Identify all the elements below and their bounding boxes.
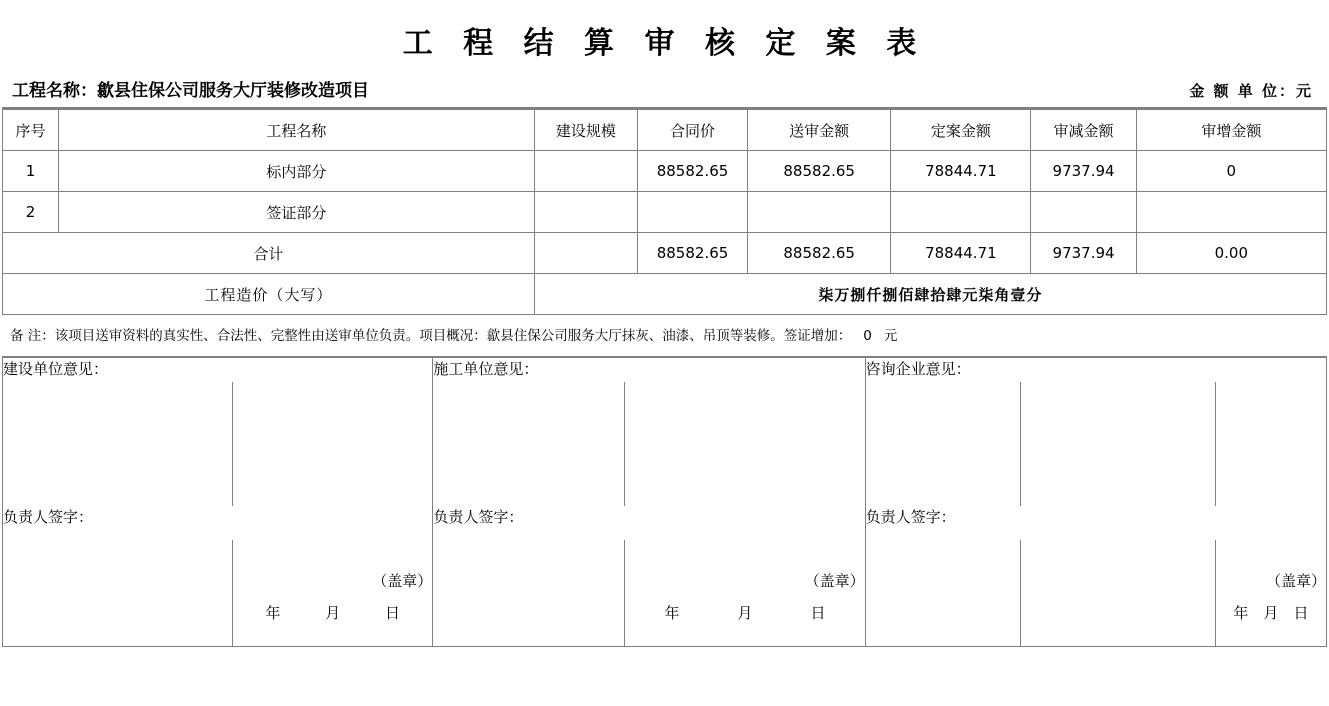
opinions-blank-row bbox=[3, 460, 1327, 506]
opinion-blank-cell bbox=[1020, 602, 1215, 647]
opinions-date-row bbox=[3, 602, 1327, 647]
opinion-blank-cell bbox=[1020, 408, 1215, 434]
opinion-blank-cell bbox=[625, 434, 865, 460]
opinions-title-row bbox=[3, 357, 1327, 382]
opinion-blank-cell bbox=[625, 540, 865, 570]
opinion-blank-cell bbox=[865, 540, 1020, 570]
col-header-no: 序号 bbox=[3, 110, 59, 151]
opinion-blank-cell bbox=[1020, 434, 1215, 460]
col-header-reduced: 审减金额 bbox=[1031, 110, 1136, 151]
opinion-blank-cell bbox=[1215, 382, 1326, 408]
opinion-blank-cell bbox=[625, 382, 865, 408]
table-header-row bbox=[3, 110, 1327, 151]
opinion-blank-cell bbox=[1215, 460, 1326, 506]
opinions-blank-row bbox=[3, 434, 1327, 460]
opinion-blank-cell bbox=[865, 382, 1020, 408]
total-approved: 78844.71 bbox=[891, 233, 1031, 274]
opinion-blank-cell bbox=[3, 434, 233, 460]
opinion-blank-cell bbox=[865, 434, 1020, 460]
opinion-blank-cell bbox=[433, 434, 625, 460]
total-submitted: 88582.65 bbox=[748, 233, 891, 274]
col-header-contract: 合同价 bbox=[637, 110, 747, 151]
cell-contract bbox=[637, 192, 747, 233]
project-header bbox=[2, 76, 1327, 109]
opinions-table bbox=[2, 357, 1327, 647]
date-month-label: 月 bbox=[1263, 603, 1279, 622]
opinion-blank-cell bbox=[433, 408, 625, 434]
seal-label-consultant: （盖章） bbox=[1215, 570, 1326, 602]
project-name: 歙县住保公司服务大厅装修改造项目 bbox=[97, 81, 369, 101]
opinions-seal-row bbox=[3, 570, 1327, 602]
opinion-blank-cell bbox=[1020, 382, 1215, 408]
total-label: 合计 bbox=[3, 233, 535, 274]
opinion-blank-cell bbox=[433, 602, 625, 647]
cell-submitted bbox=[748, 192, 891, 233]
opinion-title-contractor: 施工单位意见： bbox=[433, 357, 865, 382]
cell-reduced bbox=[1031, 192, 1136, 233]
date-month-label: 月 bbox=[737, 603, 753, 622]
opinions-blank-row bbox=[3, 540, 1327, 570]
opinion-blank-cell bbox=[1020, 570, 1215, 602]
currency-unit-note: 金 额 单 位：元 bbox=[1189, 82, 1313, 100]
opinion-blank-cell bbox=[3, 602, 233, 647]
opinion-blank-cell bbox=[625, 460, 865, 506]
opinion-blank-cell bbox=[233, 382, 433, 408]
remark-unit: 元 bbox=[883, 328, 898, 344]
project-label: 工程名称： bbox=[12, 81, 97, 101]
total-scale bbox=[534, 233, 637, 274]
remark-amount: 0 bbox=[863, 328, 872, 344]
cell-increased: 0 bbox=[1136, 151, 1326, 192]
remark-row bbox=[2, 315, 1327, 357]
project-name-line bbox=[12, 76, 369, 101]
opinion-blank-cell bbox=[1020, 540, 1215, 570]
opinion-blank-cell bbox=[433, 570, 625, 602]
table-total-row bbox=[3, 233, 1327, 274]
date-line-consultant bbox=[1215, 602, 1326, 647]
opinion-blank-cell bbox=[3, 570, 233, 602]
opinion-blank-cell bbox=[433, 382, 625, 408]
table-row bbox=[3, 192, 1327, 233]
opinion-blank-cell bbox=[3, 408, 233, 434]
col-header-submitted: 送审金额 bbox=[748, 110, 891, 151]
date-year-label: 年 bbox=[1233, 603, 1249, 622]
cell-no: 1 bbox=[3, 151, 59, 192]
opinions-signature-row bbox=[3, 506, 1327, 540]
date-day-label: 日 bbox=[1293, 603, 1309, 622]
col-header-approved: 定案金额 bbox=[891, 110, 1031, 151]
total-increased: 0.00 bbox=[1136, 233, 1326, 274]
signature-label-construction: 负责人签字： bbox=[3, 506, 433, 540]
remark-text: 该项目送审资料的真实性、合法性、完整性由送审单位负责。项目概况：歙县住保公司服务大厅抹灰、油漆、吊顶等装修。签证增加： bbox=[54, 328, 852, 344]
amount-in-words-value: 柒万捌仟捌佰肆拾肆元柒角壹分 bbox=[534, 274, 1326, 315]
signature-label-consultant: 负责人签字： bbox=[865, 506, 1326, 540]
opinion-blank-cell bbox=[1215, 434, 1326, 460]
seal-label-construction: （盖章） bbox=[233, 570, 433, 602]
cell-increased bbox=[1136, 192, 1326, 233]
opinion-blank-cell bbox=[433, 460, 625, 506]
page-title: 工 程 结 算 审 核 定 案 表 bbox=[402, 26, 927, 61]
date-line-construction bbox=[233, 602, 433, 647]
opinion-blank-cell bbox=[433, 540, 625, 570]
date-year-label: 年 bbox=[664, 603, 680, 622]
opinion-blank-cell bbox=[233, 540, 433, 570]
opinion-blank-cell bbox=[233, 408, 433, 434]
cell-contract: 88582.65 bbox=[637, 151, 747, 192]
opinion-blank-cell bbox=[865, 408, 1020, 434]
opinion-blank-cell bbox=[3, 460, 233, 506]
opinion-blank-cell bbox=[1020, 460, 1215, 506]
opinion-blank-cell bbox=[625, 408, 865, 434]
cell-approved bbox=[891, 192, 1031, 233]
seal-label-contractor: （盖章） bbox=[625, 570, 865, 602]
opinions-blank-row bbox=[3, 408, 1327, 434]
col-header-increased: 审增金额 bbox=[1136, 110, 1326, 151]
opinion-blank-cell bbox=[233, 434, 433, 460]
cell-scale bbox=[534, 192, 637, 233]
opinion-blank-cell bbox=[865, 570, 1020, 602]
opinion-title-consultant: 咨询企业意见： bbox=[865, 357, 1326, 382]
total-reduced: 9737.94 bbox=[1031, 233, 1136, 274]
table-row bbox=[3, 151, 1327, 192]
date-day-label: 日 bbox=[384, 603, 400, 622]
total-contract: 88582.65 bbox=[637, 233, 747, 274]
opinion-blank-cell bbox=[3, 382, 233, 408]
col-header-name: 工程名称 bbox=[59, 110, 535, 151]
cell-approved: 78844.71 bbox=[891, 151, 1031, 192]
date-line-contractor bbox=[625, 602, 865, 647]
date-year-label: 年 bbox=[265, 603, 281, 622]
amount-in-words-label: 工程造价（大写） bbox=[3, 274, 535, 315]
opinion-blank-cell bbox=[3, 540, 233, 570]
settlement-table bbox=[2, 109, 1327, 315]
date-day-label: 日 bbox=[810, 603, 826, 622]
opinion-blank-cell bbox=[1215, 408, 1326, 434]
cell-scale bbox=[534, 151, 637, 192]
signature-label-contractor: 负责人签字： bbox=[433, 506, 865, 540]
cell-reduced: 9737.94 bbox=[1031, 151, 1136, 192]
opinions-blank-row bbox=[3, 382, 1327, 408]
opinion-title-construction: 建设单位意见： bbox=[3, 357, 433, 382]
cell-name: 标内部分 bbox=[59, 151, 535, 192]
opinion-blank-cell bbox=[865, 460, 1020, 506]
date-month-label: 月 bbox=[325, 603, 341, 622]
opinion-blank-cell bbox=[1215, 540, 1326, 570]
col-header-scale: 建设规模 bbox=[534, 110, 637, 151]
remark-label: 备 注： bbox=[10, 328, 55, 344]
cell-no: 2 bbox=[3, 192, 59, 233]
opinion-blank-cell bbox=[865, 602, 1020, 647]
cell-name: 签证部分 bbox=[59, 192, 535, 233]
cell-submitted: 88582.65 bbox=[748, 151, 891, 192]
amount-in-words-row bbox=[3, 274, 1327, 315]
opinion-blank-cell bbox=[233, 460, 433, 506]
